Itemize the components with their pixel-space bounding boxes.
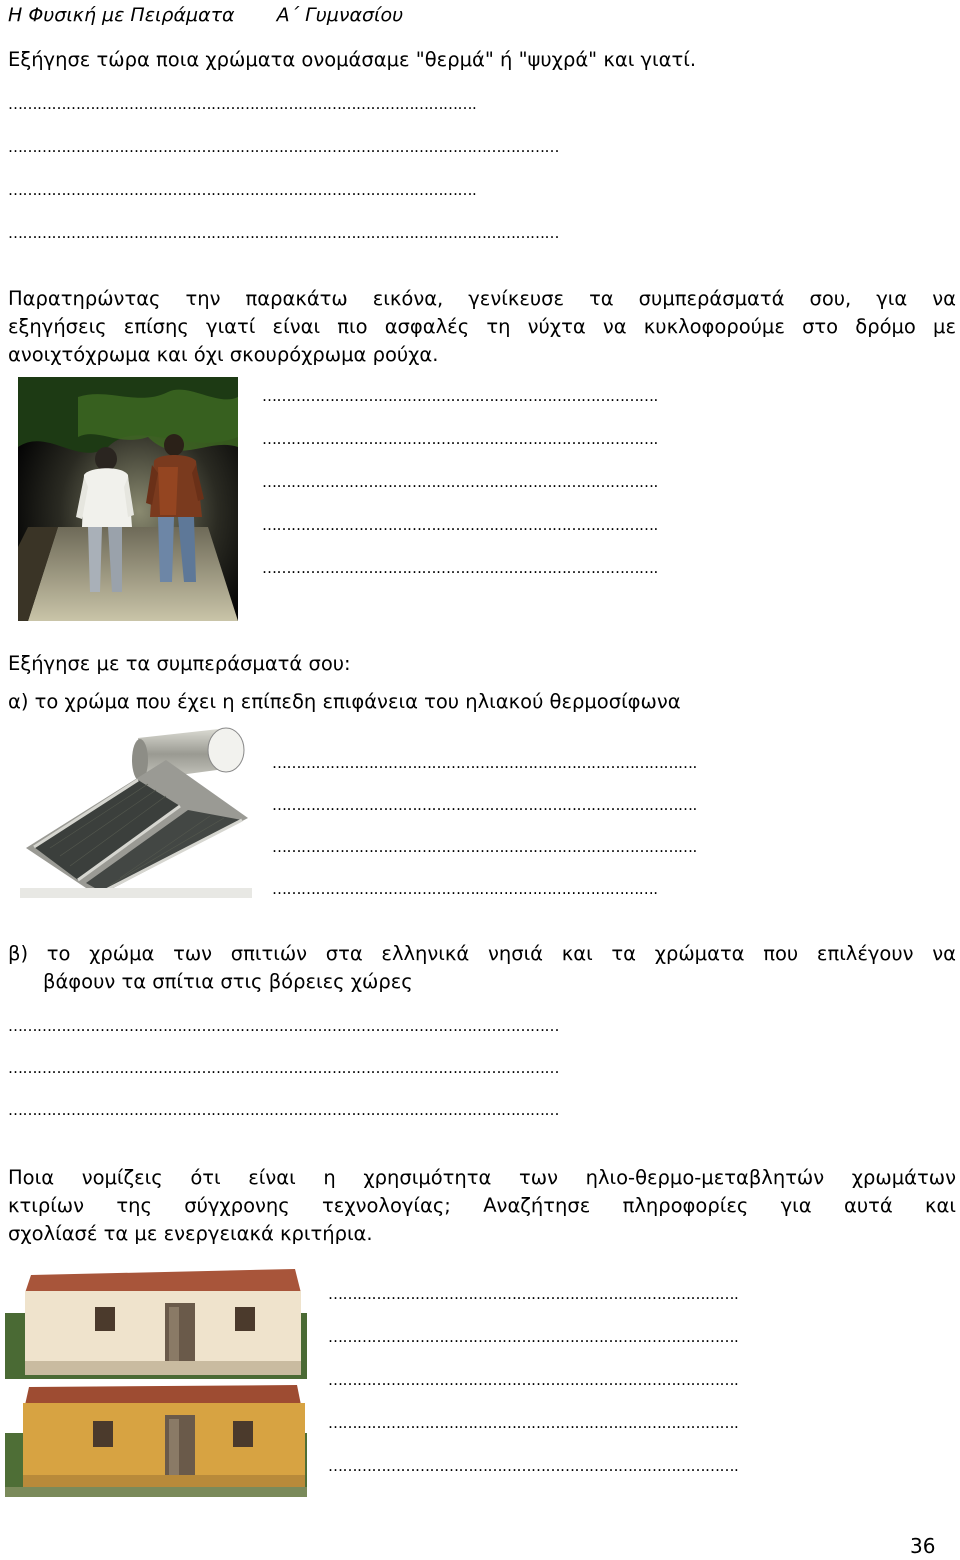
answer-line[interactable]: …………………………………………………………………………. [328,1286,739,1302]
q2-line-2: εξηγήσεις επίσης γιατί είναι πιο ασφαλές τη νύχτα να κυκλοφορούμε στο δρόμο με [8,315,956,338]
answer-line[interactable]: …………………………………………………………………………………………………… [8,139,559,155]
q3b-line-1: β) το χρώμα των σπιτιών στα ελληνικά νησιά και τα χρώματα που επιλέγουν να [8,942,956,965]
answer-line[interactable]: …………………………………………………………………………. [328,1329,739,1345]
answer-line[interactable]: ……………………………………………………………………………………. [8,96,477,112]
answer-line[interactable]: …………………………………………………………………………………………………… [8,1060,559,1076]
page-number: 36 [910,1534,936,1558]
answer-line[interactable]: …………………………………………………………………………. [328,1415,739,1431]
answer-line[interactable]: …………………………………………………………………………………………………… [8,225,559,241]
answer-line[interactable]: ………………………………………………………………………. [262,474,658,490]
q3b-line-2: βάφουν τα σπίτια στις βόρειες χώρες [43,970,413,993]
answer-line[interactable]: ……………………………………………………………………………. [272,755,697,771]
q3a-text: α) το χρώμα που έχει η επίπεδη επιφάνεια του ηλιακού θερμοσίφωνα [8,690,681,713]
q3-intro: Εξήγησε με τα συμπεράσματά σου: [8,652,351,675]
book-title: Η Φυσική με Πειράματα [8,4,235,26]
answer-line[interactable]: ………………………………………………………………………. [262,517,658,533]
answer-line[interactable]: …………………………………………………………………………………………………… [8,1018,559,1034]
answer-line[interactable]: …………………………………………………………………………………………………… [8,1102,559,1118]
answer-line[interactable]: …………………………………………………………………………. [328,1372,739,1388]
grade-label: Α΄ Γυμνασίου [276,4,404,26]
answer-line[interactable]: ……………………………………………………………………………. [272,797,697,813]
q4-line-3: σχολίασέ τα με ενεργειακά κριτήρια. [8,1222,373,1245]
answer-line[interactable]: ……………………………………………………………………………………. [8,182,477,198]
q1-prompt: Εξήγησε τώρα ποια χρώματα ονομάσαμε "θερμά" ή "ψυχρά" και γιατί. [8,48,697,71]
q2-line-3: ανοιχτόχρωμα και όχι σκουρόχρωμα ρούχα. [8,343,439,366]
houses-photo [5,1253,307,1497]
night-walkers-photo [18,377,238,621]
q4-line-2: κτιρίων της σύγχρονης τεχνολογίας; Αναζήτησε πληροφορίες για αυτά και [8,1194,956,1217]
answer-line[interactable]: …………………………………….………………………………. [272,881,658,897]
answer-line[interactable]: …………………………………………………………………………. [328,1458,739,1474]
solar-heater-photo [20,720,252,898]
answer-line[interactable]: ………………………………………………………………………. [262,388,658,404]
answer-line[interactable]: ……………………………………………………………………………. [272,839,697,855]
answer-line[interactable]: ………………………………………………………………………. [262,560,658,576]
answer-line[interactable]: ………………………………………………………………………. [262,431,658,447]
q4-line-1: Ποια νομίζεις ότι είναι η χρησιμότητα των ηλιο-θερμο-μεταβλητών χρωμάτων [8,1166,956,1189]
page-header [8,4,403,26]
q2-line-1: Παρατηρώντας την παρακάτω εικόνα, γενίκευσε τα συμπεράσματά σου, για να [8,287,956,310]
